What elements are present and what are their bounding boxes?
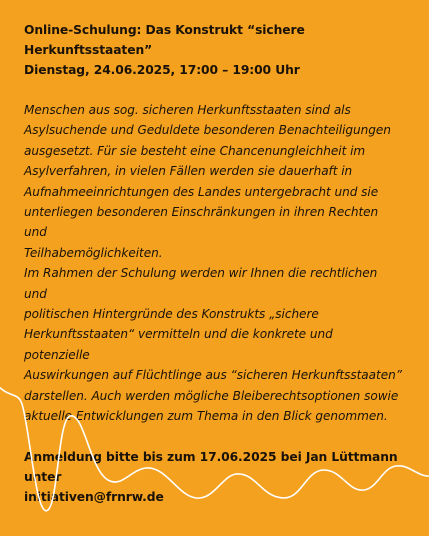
spacer	[24, 80, 402, 100]
description-paragraph-1: Menschen aus sog. sicheren Herkunftsstaaten sind als Asylsuchende und Geduldete besonderen Benachteiligungen ausgesetzt. Für sie besteht eine Chancenungleichheit im Asylverfahren, in vielen Fällen werden sie dauerhaft in Aufnahmeeinrichtungen des Landes untergebracht und sie unterliegen besonderen Einschränkungen in ihren Rechten und Teilhabemöglichkeiten.	[24, 103, 391, 260]
registration-text: Anmeldung bitte bis zum 17.06.2025 bei Jan Lüttmann unter initiativen@frnrw.de	[24, 449, 398, 504]
event-date-time: Dienstag, 24.06.2025, 17:00 – 19:00 Uhr	[24, 63, 300, 77]
description-paragraph-2: Im Rahmen der Schulung werden wir Ihnen die rechtlichen und politischen Hintergründe des Konstrukts „sichere Herkunftsstaaten“ vermitteln und die konkrete und potenzielle Auswirkungen auf Flüchtlinge aus “sicheren Herkunftsstaaten” darstellen. Auch werden mögliche Bleiberechtsoptionen sowie aktuelle Entwicklungen zum Thema in den Blick genommen.	[24, 266, 402, 424]
event-title: Online-Schulung: Das Konstrukt “sichere Herkunftsstaaten”	[24, 23, 305, 57]
flyer-content	[24, 20, 402, 507]
